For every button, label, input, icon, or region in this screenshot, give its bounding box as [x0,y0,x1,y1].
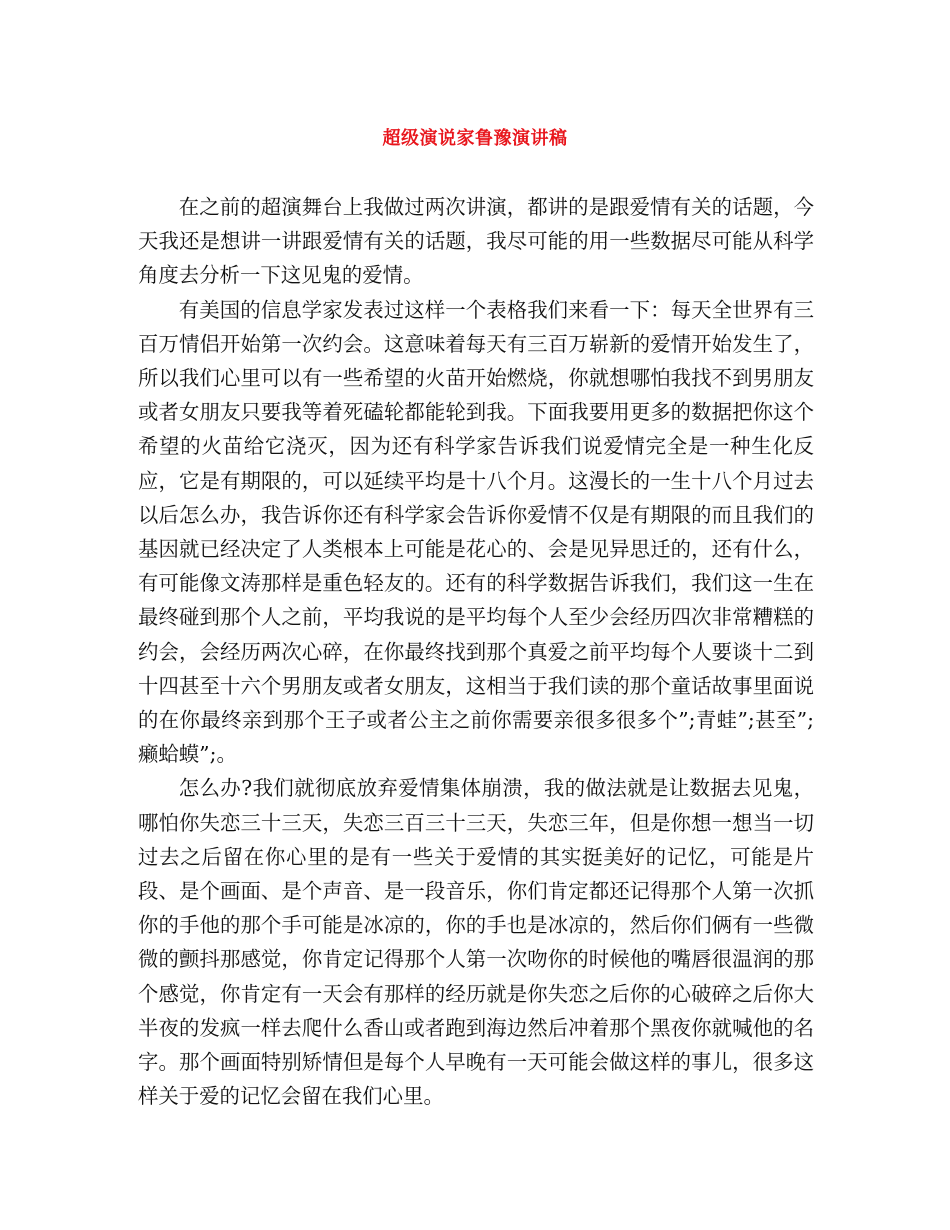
paragraph-1: 在之前的超演舞台上我做过两次讲演，都讲的是跟爱情有关的话题，今天我还是想讲一讲跟爱情有关的话题，我尽可能的用一些数据尽可能从科学角度去分析一下这见鬼的爱情。 [138,195,814,288]
paragraph-3: 怎么办?我们就彻底放弃爱情集体崩溃，我的做法就是让数据去见鬼，哪怕你失恋三十三天，失恋三百三十三天，失恋三年，但是你想一想当一切过去之后留在你心里的是有一些关于爱情的其实挺美好的记忆，可能是片段、是个画面、是个声音、是一段音乐，你们肯定都还记得那个人第一次抓你的手他的那个手可能是冰凉的，你的手也是冰凉的，然后你们俩有一些微微的颤抖那感觉，你肯定记得那个人第一次吻你的时候他的嘴唇很温润的那个感觉，你肯定有一天会有那样的经历就是你失恋之后你的心破碎之后你大半夜的发疯一样去爬什么香山或者跑到海边然后冲着那个黑夜你就喊他的名字。那个画面特别矫情但是每个人早晚有一天可能会做这样的事儿，很多这样关于爱的记忆会留在我们心里。 [138,776,814,1109]
paragraph-2: 有美国的信息学家发表过这样一个表格我们来看一下：每天全世界有三百万情侣开始第一次约会。这意味着每天有三百万崭新的爱情开始发生了，所以我们心里可以有一些希望的火苗开始燃烧，你就想哪怕我找不到男朋友或者女朋友只要我等着死磕轮都能轮到我。下面我要用更多的数据把你这个希望的火苗给它浇灭，因为还有科学家告诉我们说爱情完全是一种生化反应，它是有期限的，可以延续平均是十八个月。这漫长的一生十八个月过去以后怎么办，我告诉你还有科学家会告诉你爱情不仅是有期限的而且我们的基因就已经决定了人类根本上可能是花心的、会是见异思迁的，还有什么，有可能像文涛那样是重色轻友的。还有的科学数据告诉我们，我们这一生在最终碰到那个人之前，平均我说的是平均每个人至少会经历四次非常糟糕的约会，会经历两次心碎，在你最终找到那个真爱之前平均每个人要谈十二到十四甚至十六个男朋友或者女朋友，这相当于我们读的那个童话故事里面说的在你最终亲到那个王子或者公主之前你需要亲很多很多个”;青蛙”;甚至”;癞蛤蟆”;。 [138,297,814,767]
document-body [138,190,814,1113]
document-title: 超级演说家鲁豫演讲稿 [382,128,568,149]
